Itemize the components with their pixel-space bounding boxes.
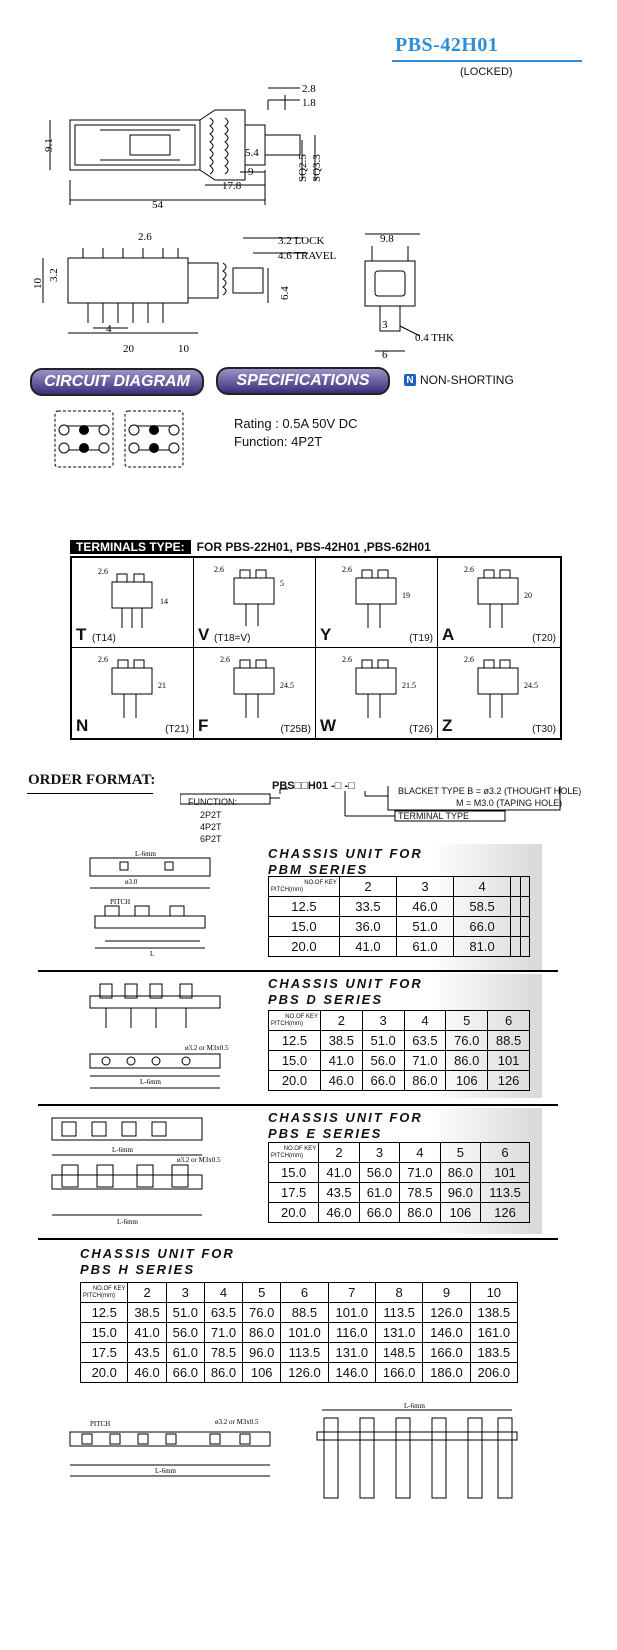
order-function-item: 2P2T [200,810,222,820]
order-format-underline [27,793,153,794]
e-chassis-drawing [42,1110,242,1230]
table-cell: 131.0 [375,1323,422,1343]
pbm-l-label: L [150,950,155,958]
table-cell: 61.0 [166,1343,204,1363]
dim-label: 3.2 [48,268,60,282]
order-format-label: ORDER FORMAT: [28,772,156,788]
terminal-letter: T [76,625,87,644]
table-cell: 56.0 [359,1163,399,1183]
table-row [269,1203,530,1223]
terminal-code: (T20) [532,633,556,644]
table-cell: 148.5 [375,1343,422,1363]
section-divider [38,1238,558,1240]
table-cell: 38.5 [320,1031,362,1051]
terminals-grid [70,556,562,740]
table-cell: 17.5 [81,1343,128,1363]
front-view-drawing [28,228,378,363]
table-cell: 126 [481,1203,530,1223]
table-column-header: 6 [488,1011,530,1031]
table-cell: 12.5 [269,897,340,917]
order-terminal-type: TERMINAL TYPE [398,811,470,821]
terminal-code: (T21) [165,724,189,735]
table-cell: 56.0 [166,1323,204,1343]
table-cell: 41.0 [128,1323,166,1343]
table-column-header: 10 [470,1283,517,1303]
table-cell: 86.0 [204,1363,242,1383]
table-column-header: 5 [440,1143,480,1163]
terminal-cell [316,558,438,648]
table-column-header: 6 [281,1283,328,1303]
d-hole-label: ø3.2 or M3x0.5 [185,1044,229,1052]
terminal-drawing [458,654,548,724]
table-cell: 15.0 [269,1051,321,1071]
table-cell: 20.0 [269,937,340,957]
table-cell: 183.5 [470,1343,517,1363]
svg-text:2.6: 2.6 [464,655,474,664]
terminal-cell [438,558,560,648]
dim-label: 20 [123,343,134,355]
dim-label: 9 [248,166,254,178]
table-cell: 56.0 [362,1051,404,1071]
table-corner-header: NO.OF KEY PITCH(mm) [269,1011,321,1031]
table-cell: 86.0 [404,1071,446,1091]
table-column-header: 6 [481,1143,530,1163]
terminal-drawing [92,654,182,724]
circuit-diagram-badge: CIRCUIT DIAGRAM [30,368,204,396]
table-column-header: 4 [204,1283,242,1303]
table-cell: 51.0 [396,917,453,937]
terminal-letter: Y [320,625,332,644]
terminal-letter: N [76,716,89,735]
table-cell: 88.5 [488,1031,530,1051]
e-title-line1: CHASSIS UNIT FOR [268,1110,423,1125]
h-l-label: L-6mm [155,1467,176,1475]
table-cell: 106 [440,1203,480,1223]
table-cell: 20.0 [269,1071,321,1091]
dim-label: 2.6 [138,231,152,243]
dim-label: 9.8 [380,233,394,245]
table-cell [511,937,520,957]
table-cell: 113.5 [375,1303,422,1323]
table-cell: 113.5 [481,1183,530,1203]
terminal-drawing [214,564,304,634]
e-l-label: L-6mm [117,1218,138,1226]
table-cell: 66.0 [166,1363,204,1383]
table-cell: 46.0 [319,1203,359,1223]
table-cell: 66.0 [362,1071,404,1091]
dim-label: 4.6 TRAVEL [278,250,337,262]
h-hole-label: ø3.2 or M3x0.5 [215,1418,259,1426]
table-cell [511,917,520,937]
table-corner-header: NO.OF KEY PITCH(mm) [81,1283,128,1303]
terminal-code: (T14) [92,633,116,644]
terminal-letter: A [442,625,455,644]
terminal-drawing [92,564,182,634]
table-row [81,1343,518,1363]
table-row [269,1183,530,1203]
pbm-table [268,876,530,957]
dim-label: 3 [382,319,388,331]
svg-text:2.6: 2.6 [98,567,108,576]
table-cell: 96.0 [243,1343,281,1363]
table-row [269,1031,530,1051]
table-corner-header: NO.OF KEY PITCH(mm) [269,877,340,897]
table-row [81,1303,518,1323]
page-title: PBS-42H01 [395,34,499,56]
table-cell: 81.0 [454,937,511,957]
table-cell: 66.0 [359,1203,399,1223]
table-cell: 71.0 [204,1323,242,1343]
h-title-line2: PBS H SERIES [80,1262,196,1277]
d-table [268,1010,530,1091]
table-cell: 66.0 [454,917,511,937]
table-cell: 63.5 [404,1031,446,1051]
table-cell: 86.0 [440,1163,480,1183]
terminal-cell [72,558,194,648]
h-title [80,1246,235,1278]
pbm-title-line1: CHASSIS UNIT FOR [268,846,423,861]
terminal-cell [72,648,194,738]
d-width-label: L-6mm [140,1078,161,1086]
table-column-header: 2 [320,1011,362,1031]
terminal-cell [194,648,316,738]
terminal-drawing [336,564,426,634]
table-cell: 15.0 [269,1163,319,1183]
svg-text:21: 21 [158,681,166,690]
order-function-list [200,809,222,845]
table-column-header: 3 [166,1283,204,1303]
svg-text:20: 20 [524,591,532,600]
table-cell: 126.0 [281,1363,328,1383]
h-table [80,1282,518,1383]
table-column-header: 3 [359,1143,399,1163]
d-title-line2: PBS D SERIES [268,992,384,1007]
svg-text:24.5: 24.5 [524,681,538,690]
pbm-width-label: L-6mm [135,850,156,858]
svg-text:24.5: 24.5 [280,681,294,690]
table-cell [520,917,529,937]
table-cell: 101 [481,1163,530,1183]
table-header-row [269,877,530,897]
pbm-hole-label: ø3.0 [125,878,138,886]
table-cell: 20.0 [81,1363,128,1383]
table-row [269,1163,530,1183]
h-chassis-front-drawing [312,1400,527,1505]
h-chassis-drawing [60,1410,285,1485]
table-cell: 106 [446,1071,488,1091]
table-column-header: 2 [128,1283,166,1303]
circuit-diagram [50,408,195,470]
table-cell: 78.5 [204,1343,242,1363]
terminal-letter: F [198,716,209,735]
table-cell: 126.0 [423,1303,470,1323]
table-cell: 146.0 [328,1363,375,1383]
table-header-row [269,1011,530,1031]
table-cell: 20.0 [269,1203,319,1223]
table-column-header: 5 [243,1283,281,1303]
table-cell: 33.5 [339,897,396,917]
pbm-pitch-label: PITCH [110,898,131,906]
table-column-header: 8 [375,1283,422,1303]
terminals-header [70,540,563,554]
e-hole-label: ø3.2 or M3x0.5 [177,1156,221,1164]
pbm-chassis-drawing [80,848,230,958]
table-cell: 186.0 [423,1363,470,1383]
table-cell: 86.0 [243,1323,281,1343]
terminal-cell [316,648,438,738]
table-cell: 96.0 [440,1183,480,1203]
table-cell: 101 [488,1051,530,1071]
dim-label: 5.4 [245,147,259,159]
table-cell: 46.0 [396,897,453,917]
dim-label: 2.8 [302,83,316,95]
non-shorting-icon: N [404,374,416,386]
order-bracket-line2: M = M3.0 (TAPING HOLE) [456,798,563,808]
table-column-header: 2 [339,877,396,897]
terminal-code: (T25B) [280,724,311,735]
table-row [269,1051,530,1071]
terminals-for: FOR PBS-22H01, PBS-42H01 ,PBS-62H01 [196,540,431,554]
table-cell: 138.5 [470,1303,517,1323]
pbm-title-line2: PBM SERIES [268,862,369,877]
dim-label: 54 [152,199,163,211]
table-row [269,917,530,937]
table-cell: 166.0 [375,1363,422,1383]
dim-label: SQ2.5 [297,154,309,182]
e-title-line2: PBS E SERIES [268,1126,383,1141]
table-cell: 41.0 [319,1163,359,1183]
terminal-code: (T30) [532,724,556,735]
dim-label: 10 [178,343,189,355]
table-cell: 86.0 [446,1051,488,1071]
order-function-label: FUNCTION: [188,797,237,807]
e-title [268,1110,423,1142]
h-title-line1: CHASSIS UNIT FOR [80,1246,235,1261]
dim-label: 6.4 [279,286,291,300]
table-column-header: 3 [396,877,453,897]
svg-text:2.6: 2.6 [342,565,352,574]
table-cell: 76.0 [446,1031,488,1051]
table-cell: 12.5 [81,1303,128,1323]
table-cell: 71.0 [400,1163,440,1183]
dim-label: 4 [106,323,112,335]
h-front-width-label: L-6mm [404,1402,425,1410]
dim-label: 3.2 LOCK [278,235,325,247]
svg-text:2.6: 2.6 [98,655,108,664]
svg-text:14: 14 [160,597,168,606]
table-cell: 38.5 [128,1303,166,1323]
table-cell: 51.0 [166,1303,204,1323]
table-cell [520,937,529,957]
table-row [81,1363,518,1383]
order-bracket-line1: BLACKET TYPE B = ø3.2 (THOUGHT HOLE) [398,786,582,796]
table-cell: 146.0 [423,1323,470,1343]
table-row [81,1323,518,1343]
table-cell: 15.0 [269,917,340,937]
terminal-drawing [458,564,548,634]
table-cell: 101.0 [328,1303,375,1323]
d-title [268,976,423,1008]
table-row [269,1071,530,1091]
dim-label: SQ3.3 [311,154,323,182]
dim-label: 0.4 THK [415,332,454,344]
terminal-letter: Z [442,716,453,735]
h-pitch-label: PITCH [90,1420,111,1428]
table-header-row [81,1283,518,1303]
table-header-row [269,1143,530,1163]
table-cell: 43.5 [319,1183,359,1203]
terminal-code: (T19) [409,633,433,644]
dim-label: 9.1 [43,138,55,152]
table-column-header [511,877,520,897]
table-column-header [520,877,529,897]
dim-label: 10 [32,278,44,289]
order-function-item: 4P2T [200,822,222,832]
dim-label: 6 [382,349,388,361]
table-cell: 166.0 [423,1343,470,1363]
table-cell: 46.0 [320,1071,362,1091]
d-title-line1: CHASSIS UNIT FOR [268,976,423,991]
e-width-label: L-6mm [112,1146,133,1154]
table-column-header: 9 [423,1283,470,1303]
table-cell: 15.0 [81,1323,128,1343]
dim-label: 1.8 [302,97,316,109]
table-cell: 71.0 [404,1051,446,1071]
terminal-cell [194,558,316,648]
terminal-drawing [336,654,426,724]
terminal-letter: V [198,625,210,644]
svg-text:5: 5 [280,579,284,588]
table-corner-header: NO.OF KEY PITCH(mm) [269,1143,319,1163]
table-column-header: 7 [328,1283,375,1303]
table-column-header: 4 [454,877,511,897]
spec-rating: Rating : 0.5A 50V DC [234,416,358,431]
table-column-header: 4 [404,1011,446,1031]
table-cell: 41.0 [320,1051,362,1071]
svg-text:2.6: 2.6 [342,655,352,664]
non-shorting-label: NON-SHORTING [420,373,514,387]
page-subtitle: (LOCKED) [460,66,513,78]
d-chassis-drawing [70,976,250,1096]
table-cell: 43.5 [128,1343,166,1363]
table-cell: 126 [488,1071,530,1091]
table-cell: 63.5 [204,1303,242,1323]
table-cell: 51.0 [362,1031,404,1051]
specifications-badge: SPECIFICATIONS [216,367,390,395]
spec-function: Function: 4P2T [234,434,323,449]
table-row [269,897,530,917]
table-cell: 46.0 [128,1363,166,1383]
table-cell [520,897,529,917]
table-cell: 113.5 [281,1343,328,1363]
terminal-cell [438,648,560,738]
table-column-header: 5 [446,1011,488,1031]
order-function-item: 6P2T [200,834,222,844]
terminals-tag: TERMINALS TYPE: [70,540,191,554]
table-cell: 61.0 [359,1183,399,1203]
svg-text:19: 19 [402,591,410,600]
table-column-header: 3 [362,1011,404,1031]
table-cell [511,897,520,917]
table-column-header: 2 [319,1143,359,1163]
table-cell: 101.0 [281,1323,328,1343]
svg-text:2.6: 2.6 [464,565,474,574]
terminal-code: (T18=V) [214,633,251,644]
terminal-code: (T26) [409,724,433,735]
table-cell: 12.5 [269,1031,321,1051]
e-table [268,1142,530,1223]
dim-label: 17.8 [222,180,242,192]
table-row [269,937,530,957]
table-cell: 76.0 [243,1303,281,1323]
table-cell: 88.5 [281,1303,328,1323]
specifications-text [234,415,358,451]
table-cell: 161.0 [470,1323,517,1343]
terminal-drawing [214,654,304,724]
non-shorting-note [404,373,514,387]
table-cell: 36.0 [339,917,396,937]
order-code: PBS□□H01 -□ -□ [272,780,355,792]
section-divider [38,970,558,972]
table-cell: 61.0 [396,937,453,957]
table-column-header: 4 [400,1143,440,1163]
table-cell: 17.5 [269,1183,319,1203]
end-view-drawing [360,226,510,361]
table-cell: 58.5 [454,897,511,917]
table-cell: 206.0 [470,1363,517,1383]
table-cell: 86.0 [400,1203,440,1223]
title-underline [392,60,582,62]
table-cell: 106 [243,1363,281,1383]
svg-text:2.6: 2.6 [220,655,230,664]
table-cell: 116.0 [328,1323,375,1343]
table-cell: 131.0 [328,1343,375,1363]
svg-text:2.6: 2.6 [214,565,224,574]
table-cell: 41.0 [339,937,396,957]
section-divider [38,1104,558,1106]
table-cell: 78.5 [400,1183,440,1203]
pbm-title [268,846,423,878]
svg-text:21.5: 21.5 [402,681,416,690]
side-view-drawing [40,80,370,215]
terminal-letter: W [320,716,337,735]
